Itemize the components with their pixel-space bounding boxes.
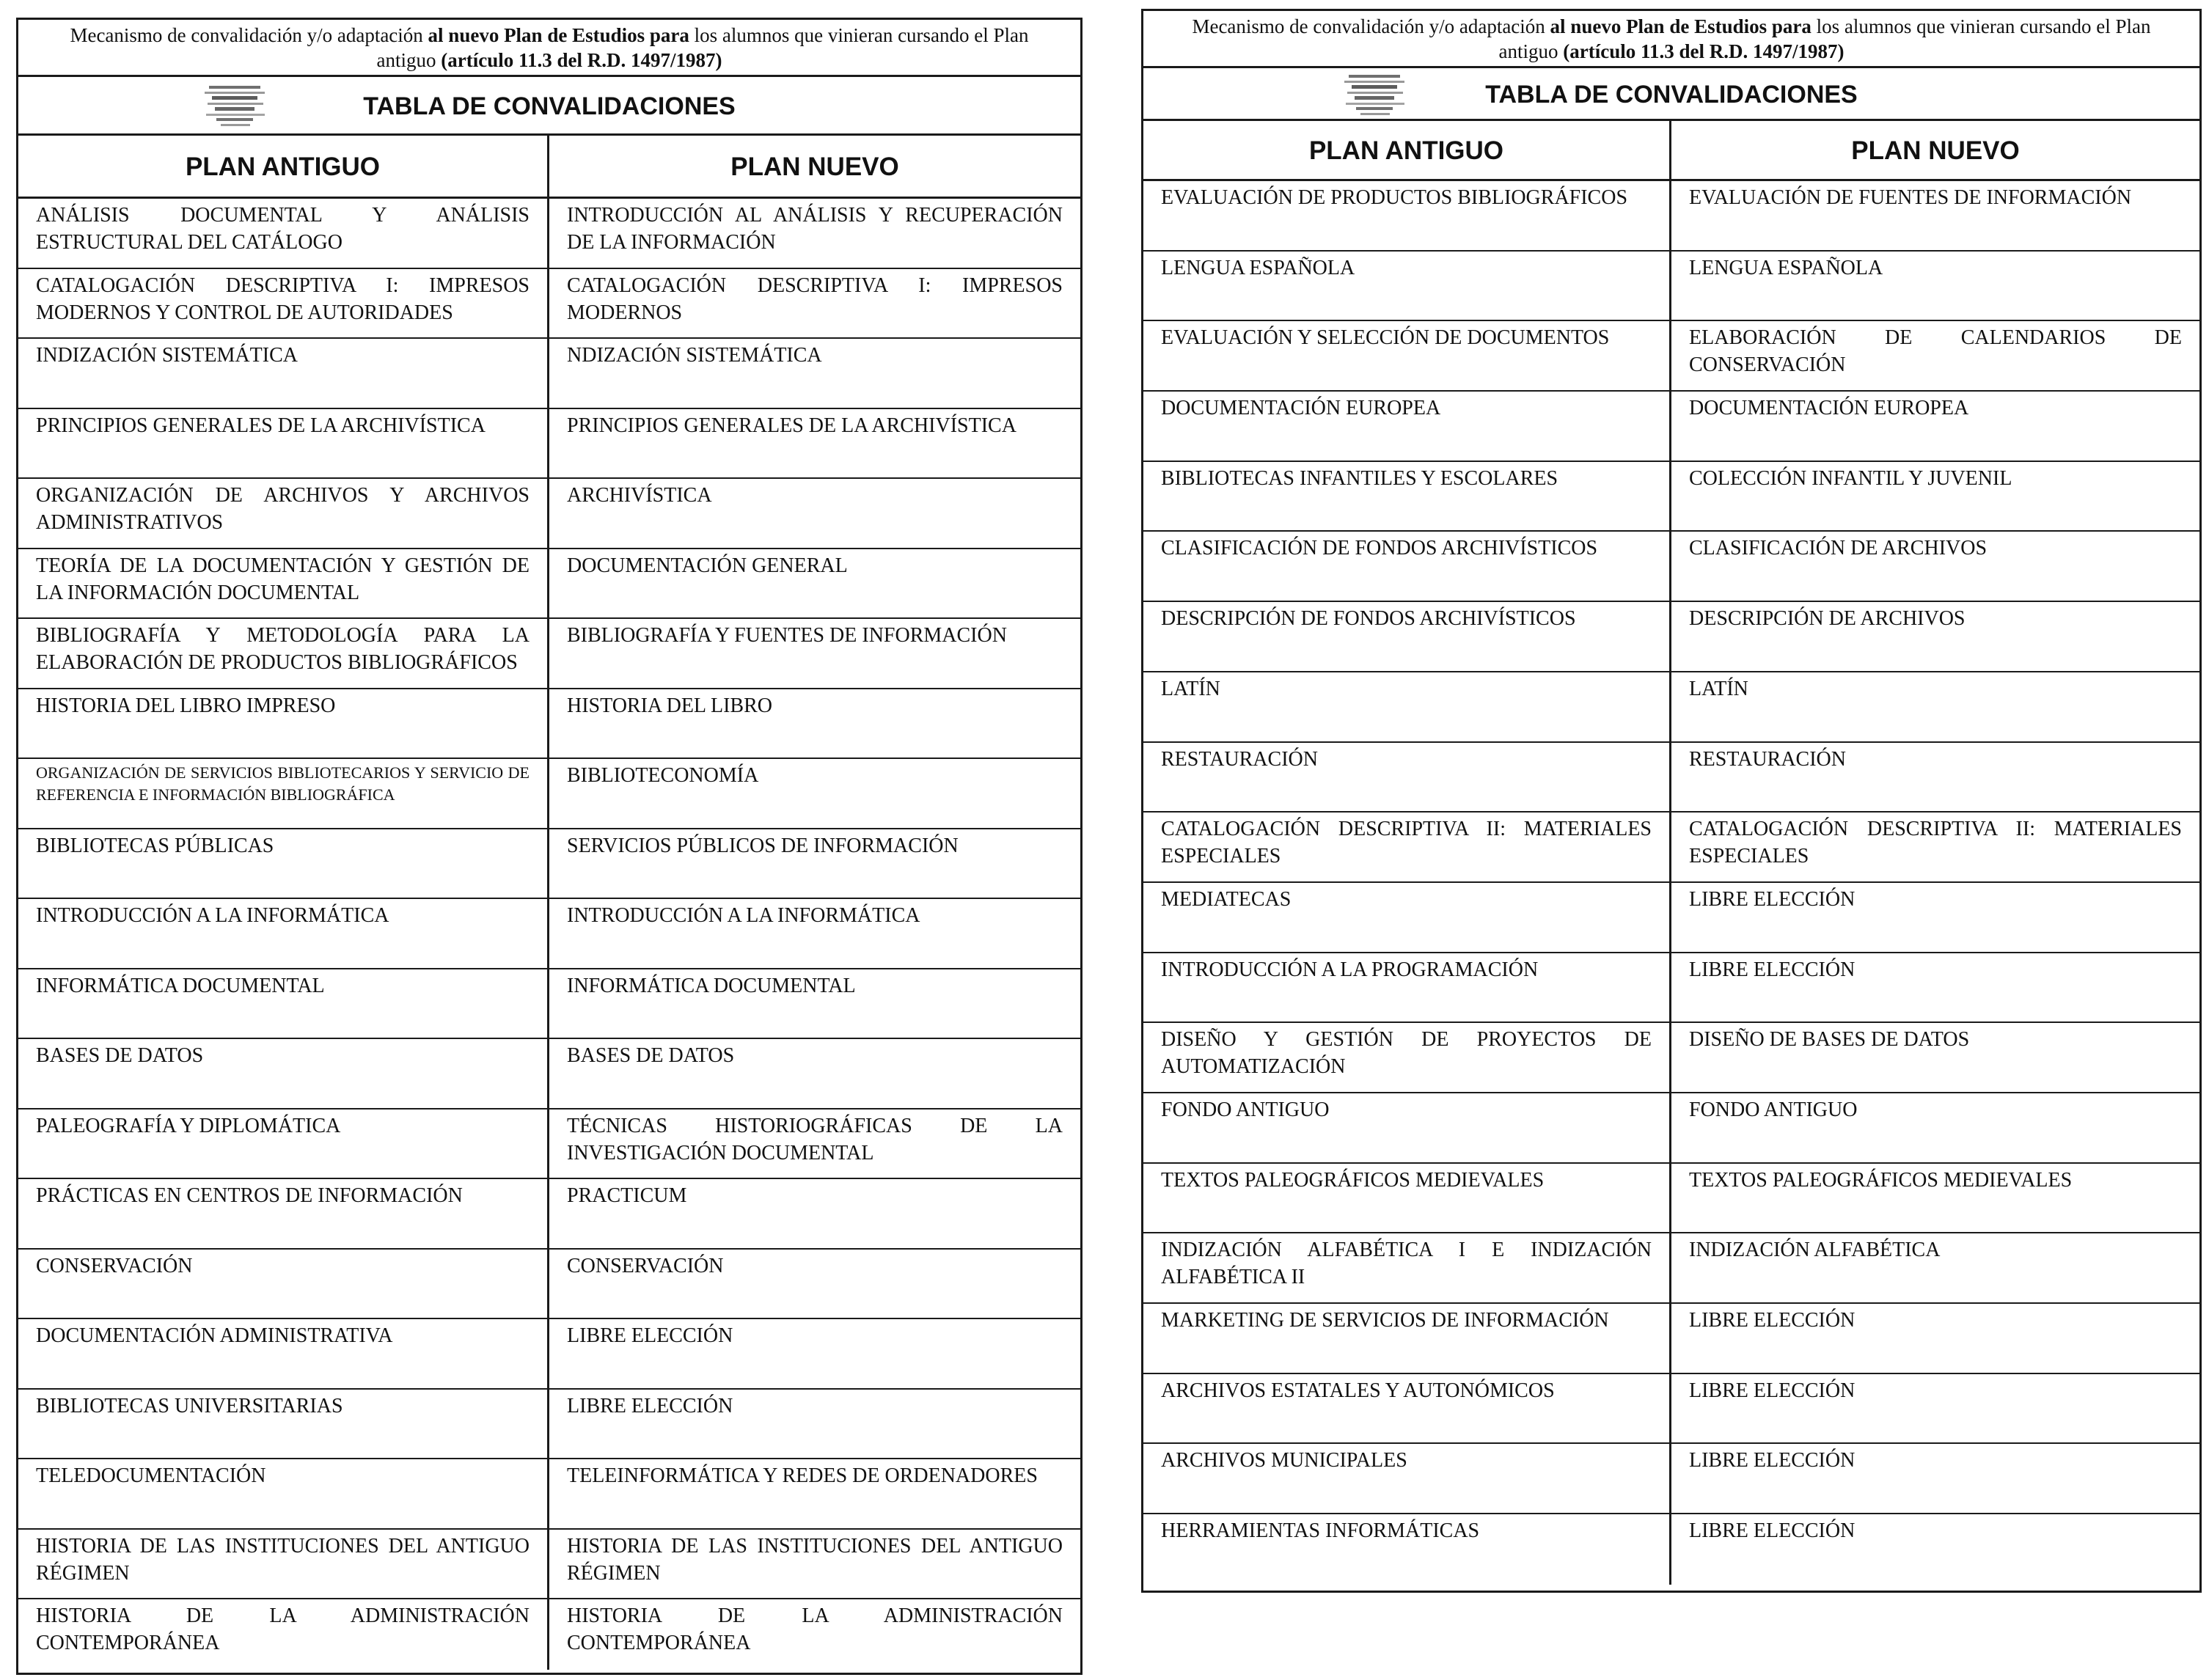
new-plan-subject: LATÍN — [1671, 672, 2199, 743]
new-plan-subject: DESCRIPCIÓN DE ARCHIVOS — [1671, 602, 2199, 672]
old-plan-subject: TELEDOCUMENTACIÓN — [18, 1459, 549, 1530]
old-plan-subject: HERRAMIENTAS INFORMÁTICAS — [1143, 1514, 1671, 1585]
new-plan-subject: LIBRE ELECCIÓN — [1689, 1519, 1856, 1543]
new-plan-subject: NDIZACIÓN SISTEMÁTICA — [549, 339, 1080, 409]
convalidation-table-left — [18, 136, 1080, 1670]
old-plan-subject: MARKETING DE SERVICIOS DE INFORMACIÓN — [1143, 1304, 1671, 1374]
new-plan-subject: LIBRE ELECCIÓN — [1671, 1444, 2199, 1514]
new-plan-subject: LIBRE ELECCIÓN — [1671, 883, 2199, 953]
new-plan-subject: LIBRE ELECCIÓN — [1671, 1304, 2199, 1374]
intro-bold-1: al nuevo Plan de Estudios para — [1550, 15, 1811, 37]
old-plan-subject: LATÍN — [1143, 672, 1671, 743]
table-title: TABLA DE CONVALIDACIONES — [363, 92, 736, 120]
old-plan-subject: HISTORIA DE LA ADMINISTRACIÓN CONTEMPORÁNEA — [18, 1599, 549, 1670]
new-plan-subject: LIBRE ELECCIÓN — [1671, 1374, 2199, 1445]
new-plan-subject: BIBLIOGRAFÍA Y FUENTES DE INFORMACIÓN — [549, 619, 1080, 689]
new-plan-subject: BASES DE DATOS — [549, 1039, 1080, 1109]
old-plan-subject: DOCUMENTACIÓN ADMINISTRATIVA — [18, 1319, 549, 1390]
old-plan-subject: EVALUACIÓN Y SELECCIÓN DE DOCUMENTOS — [1143, 321, 1671, 392]
intro-text-1: Mecanismo de convalidación y/o adaptación — [70, 24, 423, 46]
old-plan-subject: INDIZACIÓN ALFABÉTICA I E INDIZACIÓN ALFABÉTICA II — [1143, 1233, 1671, 1304]
old-plan-subject: ORGANIZACIÓN DE SERVICIOS BIBLIOTECARIOS Y SERVICIO DE REFERENCIA E INFORMACIÓN BIBLIOGRÁFICA — [18, 759, 549, 829]
intro-bold-2: (artículo 11.3 del R.D. 1497/1987) — [441, 49, 722, 71]
old-plan-subject: BASES DE DATOS — [18, 1039, 549, 1109]
old-plan-subject: CATALOGACIÓN DESCRIPTIVA II: MATERIALES ESPECIALES — [1143, 813, 1671, 883]
old-plan-subject: BIBLIOTECAS PÚBLICAS — [18, 829, 549, 900]
old-plan-subject: PALEOGRAFÍA Y DIPLOMÁTICA — [18, 1109, 549, 1180]
old-plan-subject: CATALOGACIÓN DESCRIPTIVA I: IMPRESOS MODERNOS Y CONTROL DE AUTORIDADES — [18, 269, 549, 340]
old-plan-subject: TEXTOS PALEOGRÁFICOS MEDIEVALES — [1143, 1164, 1671, 1234]
new-plan-subject: EVALUACIÓN DE FUENTES DE INFORMACIÓN — [1671, 181, 2199, 252]
convalidation-table-right — [1143, 121, 2199, 1585]
new-plan-subject: BIBLIOTECONOMÍA — [549, 759, 1080, 829]
new-plan-subject: ARCHIVÍSTICA — [549, 479, 1080, 549]
new-plan-subject: RESTAURACIÓN — [1671, 743, 2199, 813]
old-plan-subject: TEORÍA DE LA DOCUMENTACIÓN Y GESTIÓN DE LA INFORMACIÓN DOCUMENTAL — [18, 549, 549, 620]
column-header-new-plan: PLAN NUEVO — [1671, 121, 2199, 181]
right-table-panel — [1141, 9, 2202, 1593]
new-plan-subject: FONDO ANTIGUO — [1671, 1093, 2199, 1164]
intro-text-1: Mecanismo de convalidación y/o adaptación — [1192, 15, 1545, 37]
old-plan-subject: CLASIFICACIÓN DE FONDOS ARCHIVÍSTICOS — [1143, 532, 1671, 602]
new-plan-subject: ELABORACIÓN DE CALENDARIOS DE CONSERVACIÓN — [1671, 321, 2199, 392]
new-plan-subject: CATALOGACIÓN DESCRIPTIVA I: IMPRESOS MODERNOS — [549, 269, 1080, 340]
old-plan-subject: INDIZACIÓN SISTEMÁTICA — [18, 339, 549, 409]
new-plan-subject: CLASIFICACIÓN DE ARCHIVOS — [1671, 532, 2199, 602]
new-plan-subject: TELEINFORMÁTICA Y REDES DE ORDENADORES — [549, 1459, 1080, 1530]
intro-bold-1: al nuevo Plan de Estudios para — [428, 24, 689, 46]
column-header-old-plan: PLAN ANTIGUO — [1143, 121, 1671, 181]
old-plan-subject: LENGUA ESPAÑOLA — [1143, 252, 1671, 322]
old-plan-subject: BIBLIOTECAS INFANTILES Y ESCOLARES — [1143, 462, 1671, 532]
old-plan-subject: MEDIATECAS — [1143, 883, 1671, 953]
new-plan-subject: HISTORIA DE LA ADMINISTRACIÓN CONTEMPORÁNEA — [567, 1604, 1063, 1654]
table-title-bar — [1143, 68, 2199, 121]
old-plan-subject: FONDO ANTIGUO — [1143, 1093, 1671, 1164]
new-plan-subject: INTRODUCCIÓN A LA INFORMÁTICA — [549, 899, 1080, 969]
old-plan-subject: DESCRIPCIÓN DE FONDOS ARCHIVÍSTICOS — [1143, 602, 1671, 672]
new-plan-subject: LENGUA ESPAÑOLA — [1671, 252, 2199, 322]
old-plan-subject: PRÁCTICAS EN CENTROS DE INFORMACIÓN — [18, 1179, 549, 1250]
intro-text-2: los alumnos que vinieran cursando el Plan antiguo — [1498, 15, 2151, 62]
old-plan-subject: HISTORIA DE LAS INSTITUCIONES DEL ANTIGUO RÉGIMEN — [18, 1530, 549, 1600]
old-plan-subject: DOCUMENTACIÓN EUROPEA — [1143, 392, 1671, 462]
old-plan-subject: INFORMÁTICA DOCUMENTAL — [18, 969, 549, 1040]
new-plan-subject: INFORMÁTICA DOCUMENTAL — [549, 969, 1080, 1040]
new-plan-subject: CATALOGACIÓN DESCRIPTIVA II: MATERIALES ESPECIALES — [1671, 813, 2199, 883]
table-title: TABLA DE CONVALIDACIONES — [1485, 81, 1858, 109]
old-plan-subject: DISEÑO Y GESTIÓN DE PROYECTOS DE AUTOMATIZACIÓN — [1143, 1023, 1671, 1093]
old-plan-subject: ARCHIVOS ESTATALES Y AUTONÓMICOS — [1143, 1374, 1671, 1445]
intro-note — [1143, 11, 2199, 68]
old-plan-subject: ORGANIZACIÓN DE ARCHIVOS Y ARCHIVOS ADMINISTRATIVOS — [18, 479, 549, 549]
intro-note — [18, 20, 1080, 77]
old-plan-subject: PRINCIPIOS GENERALES DE LA ARCHIVÍSTICA — [18, 409, 549, 480]
new-plan-subject: PRACTICUM — [549, 1179, 1080, 1250]
new-plan-subject: INTRODUCCIÓN AL ANÁLISIS Y RECUPERACIÓN DE LA INFORMACIÓN — [549, 199, 1080, 269]
old-plan-subject: BIBLIOTECAS UNIVERSITARIAS — [18, 1390, 549, 1460]
new-plan-subject: INDIZACIÓN ALFABÉTICA — [1671, 1233, 2199, 1304]
new-plan-subject: LIBRE ELECCIÓN — [549, 1390, 1080, 1460]
new-plan-subject: TEXTOS PALEOGRÁFICOS MEDIEVALES — [1671, 1164, 2199, 1234]
old-plan-subject: CONSERVACIÓN — [18, 1250, 549, 1320]
left-table-panel — [16, 18, 1082, 1675]
old-plan-subject: ANÁLISIS DOCUMENTAL Y ANÁLISIS ESTRUCTURAL DEL CATÁLOGO — [18, 199, 549, 269]
old-plan-subject: EVALUACIÓN DE PRODUCTOS BIBLIOGRÁFICOS — [1143, 181, 1671, 252]
intro-bold-2: (artículo 11.3 del R.D. 1497/1987) — [1563, 40, 1845, 62]
column-header-old-plan: PLAN ANTIGUO — [18, 136, 549, 199]
column-header-new-plan: PLAN NUEVO — [549, 136, 1080, 199]
new-plan-subject: CONSERVACIÓN — [549, 1250, 1080, 1320]
old-plan-subject: INTRODUCCIÓN A LA PROGRAMACIÓN — [1143, 953, 1671, 1024]
new-plan-subject: DISEÑO DE BASES DE DATOS — [1671, 1023, 2199, 1093]
new-plan-subject: LIBRE ELECCIÓN — [1671, 953, 2199, 1024]
table-title-bar — [18, 77, 1080, 136]
old-plan-subject: BIBLIOGRAFÍA Y METODOLOGÍA PARA LA ELABORACIÓN DE PRODUCTOS BIBLIOGRÁFICOS — [18, 619, 549, 689]
new-plan-subject: DOCUMENTACIÓN EUROPEA — [1671, 392, 2199, 462]
old-plan-subject: ARCHIVOS MUNICIPALES — [1143, 1444, 1671, 1514]
new-plan-subject: SERVICIOS PÚBLICOS DE INFORMACIÓN — [549, 829, 1080, 900]
old-plan-subject: HISTORIA DEL LIBRO IMPRESO — [18, 689, 549, 760]
new-plan-subject: HISTORIA DE LAS INSTITUCIONES DEL ANTIGUO RÉGIMEN — [549, 1530, 1080, 1600]
new-plan-subject: PRINCIPIOS GENERALES DE LA ARCHIVÍSTICA — [549, 409, 1080, 480]
old-plan-subject: RESTAURACIÓN — [1143, 743, 1671, 813]
new-plan-subject: COLECCIÓN INFANTIL Y JUVENIL — [1671, 462, 2199, 532]
new-plan-subject: HISTORIA DEL LIBRO — [549, 689, 1080, 760]
new-plan-subject: DOCUMENTACIÓN GENERAL — [549, 549, 1080, 620]
new-plan-subject: LIBRE ELECCIÓN — [549, 1319, 1080, 1390]
old-plan-subject: INTRODUCCIÓN A LA INFORMÁTICA — [18, 899, 549, 969]
intro-text-2: los alumnos que vinieran cursando el Plan antiguo — [376, 24, 1029, 71]
university-crest-icon — [1341, 70, 1409, 119]
new-plan-subject: TÉCNICAS HISTORIOGRÁFICAS DE LA INVESTIGACIÓN DOCUMENTAL — [549, 1109, 1080, 1180]
university-crest-icon — [202, 81, 269, 130]
